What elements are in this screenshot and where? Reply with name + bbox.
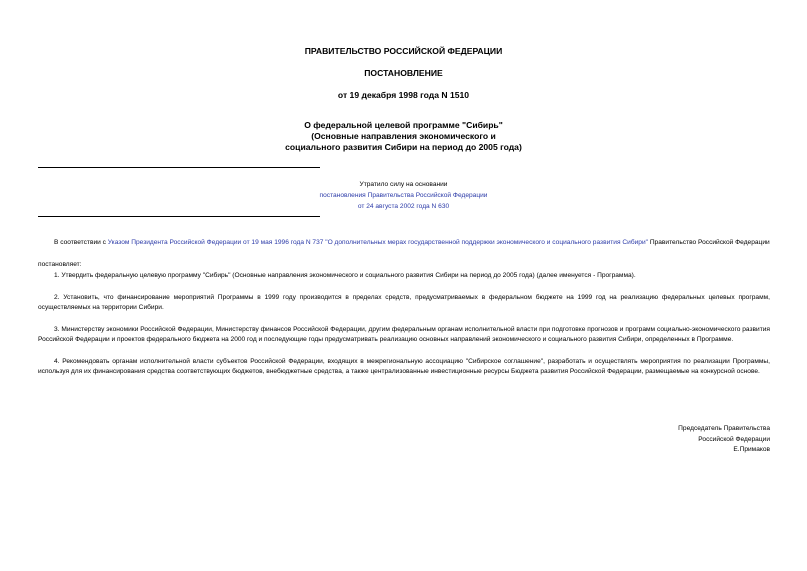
item-3: 3. Министерству экономики Российской Федерации, Министерству финансов Российской Федерации, другим федеральным органам исполнительной власти при подготовке прогнозов и программ социально-экономического развития Российской Федерации и проектов федерального бюджета на 2000 год и последующие годы предусматривать реализацию основных направлений экономического и социального развития Сибири, определенных в Программе. — [38, 325, 770, 343]
document-title — [0, 120, 807, 153]
signature-line-2: Российской Федерации — [698, 435, 770, 443]
status-note-line-2: постановления Правительства Российской Федерации — [319, 192, 488, 199]
presidential-decree-link[interactable]: Указом Президента Российской Федерации от 19 мая 1996 года N 737 "О дополнительных мерах государственной поддержки экономического и социального развития Сибири" — [107, 239, 648, 246]
preamble — [38, 238, 770, 249]
title-line-3: социального развития Сибири на период до 2005 года) — [285, 142, 522, 152]
title-line-2: (Основные направления экономического и — [311, 131, 496, 141]
document-type: ПОСТАНОВЛЕНИЕ — [364, 68, 443, 78]
status-note-line-3: от 24 августа 2002 года N 630 — [357, 203, 450, 210]
item-2: 2. Установить, что финансирование мероприятий Программы в 1999 году производится в пределах средств, предусматриваемых в федеральном бюджете на 1999 год на реализацию федеральных целевых программ, осуществляемых на территории Сибири. — [38, 293, 770, 311]
resolves-word: постановляет: — [38, 260, 82, 268]
signature-line-3: Е.Примаков — [733, 446, 770, 453]
document-body — [38, 238, 770, 378]
title-line-1: О федеральной целевой программе "Сибирь" — [304, 120, 503, 130]
status-note — [0, 179, 807, 212]
item-4: 4. Рекомендовать органам исполнительной власти субъектов Российской Федерации, входящих в межрегиональную ассоциацию "Сибирское соглашение", разработать и осуществлять мероприятия по реализации Программы, используя для их финансирования средства соответствующих бюджетов, внебюджетные средства, а также централизованные инвестиционные ресурсы Бюджета развития Российской Федерации, размещаемые на конкурсной основе. — [38, 357, 770, 375]
divider-top — [38, 167, 320, 168]
divider-bottom — [38, 216, 320, 217]
preamble-suffix: Правительство Российской Федерации — [647, 239, 770, 246]
preamble-prefix: В соответствии с — [54, 239, 108, 246]
status-note-line-1: Утратило силу на основании — [359, 181, 448, 188]
document-date-number: от 19 декабря 1998 года N 1510 — [337, 90, 470, 100]
government-heading: ПРАВИТЕЛЬСТВО РОССИЙСКОЙ ФЕДЕРАЦИИ — [304, 46, 503, 56]
repeal-decree-link[interactable] — [0, 190, 807, 212]
signature-line-1: Председатель Правительства — [678, 425, 770, 432]
item-1: 1. Утвердить федеральную целевую программу "Сибирь" (Основные направления экономического и социального развития Сибири на период до 2005 года) (далее именуется - Программа). — [54, 272, 636, 279]
signature-block — [560, 424, 770, 456]
